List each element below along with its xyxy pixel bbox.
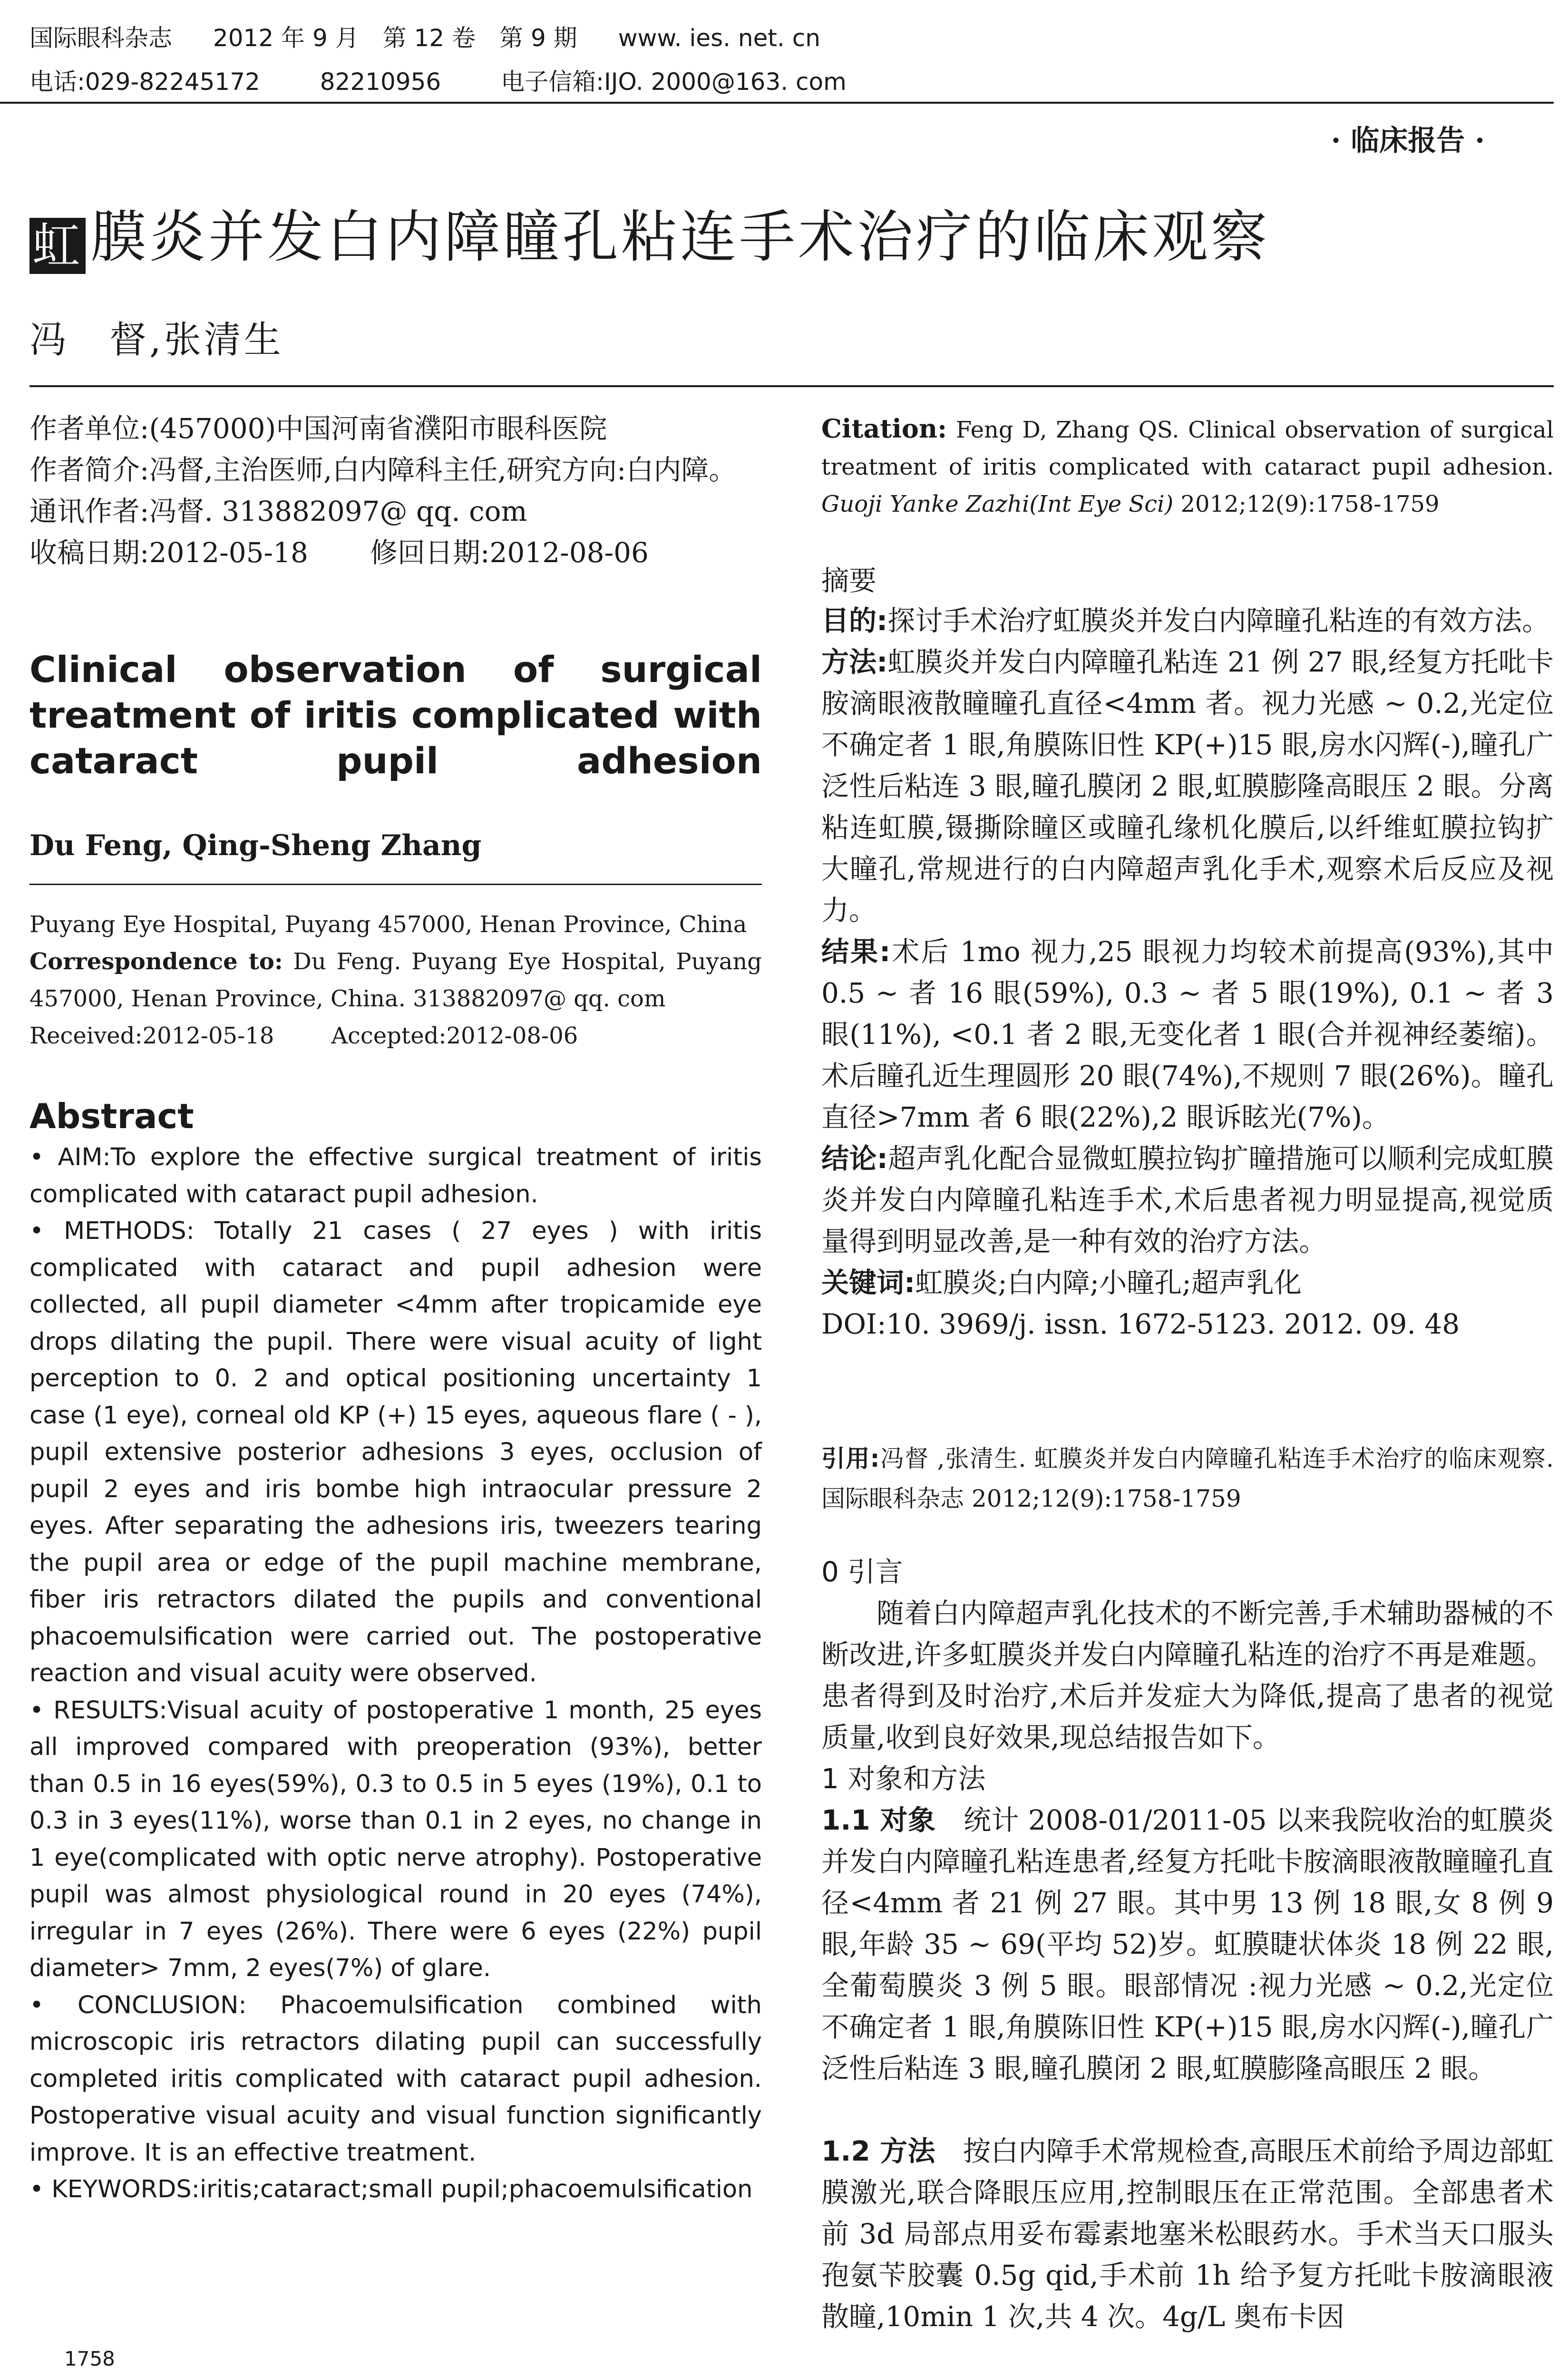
results-label-cn: 结果: xyxy=(821,935,891,968)
results-text-cn: 术后 1mo 视力,25 眼视力均较术前提高(93%),其中 0.5 ~ 者 16 眼(59%), 0.3 ~ 者 5 眼(19%), 0.1 ~ 者 3 眼(11%), <0.1 者 2 眼,无变化者 1 眼(合并视神经萎缩)。术后瞳孔近生理圆形 20 眼(74%),不规则 7 眼(26%)。瞳孔直径>7mm 者 6 眼(22%),2 眼诉眩光(7%)。 xyxy=(821,935,1554,1133)
page-number: 1758 xyxy=(64,2347,115,2370)
procedure-text: 按白内障手术常规检查,高眼压术前给予周边部虹膜激光,联合降眼压应用,控制眼压在正常范围。全部患者术前 3d 局部点用妥布霉素地塞米松眼药水。手术当天口服头孢氨苄胶囊 0.5g qid,手术前 1h 给予复方托吡卡胺滴眼液散瞳,10min 1 次,共 4 次。4g/L 奥布卡因 xyxy=(821,2135,1554,2333)
subjects-text: 统计 2008-01/2011-05 以来我院收治的虹膜炎并发白内障瞳孔粘连患者,经复方托吡卡胺滴眼液散瞳瞳孔直径<4mm 者 21 例 27 眼。其中男 13 例 18 眼,女 8 例 9 眼,年龄 35 ~ 69(平均 52)岁。虹膜睫状体炎 18 例 22 眼,全葡萄膜炎 3 例 5 眼。眼部情况 :视力光感 ~ 0.2,光定位不确定者 1 眼,角膜陈旧性 KP(+)15 眼,房水闪辉(-),瞳孔广泛性后粘连 3 眼,瞳孔膜闭 2 眼,虹膜膨隆高眼压 2 眼。 xyxy=(821,1804,1554,2085)
intro-heading: 0 引言 xyxy=(821,1556,903,1588)
procedure-label: 1.2 方法 xyxy=(821,2135,935,2167)
header-rule xyxy=(0,102,1554,104)
issue-info: 2012 年 9 月 第 12 卷 第 9 期 xyxy=(213,24,577,52)
journal-website: www. ies. net. cn xyxy=(618,24,820,52)
aim-label-cn: 目的: xyxy=(821,604,888,637)
received-cn: 收稿日期:2012-05-18 xyxy=(29,536,308,569)
journal-email: 电子信箱:IJO. 2000@163. com xyxy=(501,68,847,96)
methods-heading: 1 对象和方法 xyxy=(821,1763,986,1795)
abstract-methods-cn xyxy=(821,642,1554,931)
citation-cn xyxy=(821,1439,1554,1519)
abstract-keywords-en: • KEYWORDS:iritis;cataract;small pupil;phacoemulsification xyxy=(29,2175,753,2203)
methods-label-cn: 方法: xyxy=(821,646,888,678)
citation-text: Feng D, Zhang QS. Clinical observation of surgical treatment of iritis complicated with cataract pupil adhesion. xyxy=(821,417,1554,480)
authors-rule xyxy=(29,884,762,885)
conclusion-text-cn: 超声乳化配合显微虹膜拉钩扩瞳措施可以顺利完成虹膜炎并发白内障瞳孔粘连手术,术后患者视力明显提高,视觉质量得到明显改善,是一种有效的治疗方法。 xyxy=(821,1142,1554,1257)
abstract-heading-en: Abstract xyxy=(29,1096,194,1136)
title-rest: 膜炎并发白内障瞳孔粘连手术治疗的临床观察 xyxy=(90,204,1270,270)
abstract-cn xyxy=(821,600,1554,1345)
doi: DOI:10. 3969/j. issn. 1672-5123. 2012. 09. 48 xyxy=(821,1308,1460,1340)
abstract-en xyxy=(29,1139,762,2208)
citation-journal: Guoji Yanke Zazhi(Int Eye Sci) xyxy=(821,491,1174,517)
journal-name: 国际眼科杂志 xyxy=(29,24,172,52)
citation-ref: 2012;12(9):1758-1759 xyxy=(1173,491,1440,517)
section-label: · 临床报告 · xyxy=(1331,124,1485,157)
correspondence-en xyxy=(29,943,762,1017)
conclusion-label-cn: 结论: xyxy=(821,1142,888,1175)
dates-en xyxy=(29,1017,762,1054)
accepted-en: Accepted:2012-08-06 xyxy=(331,1023,578,1049)
keywords-label-cn: 关键词: xyxy=(821,1266,915,1299)
abstract-aim-cn xyxy=(821,600,1554,642)
abstract-conclusion-cn xyxy=(821,1138,1554,1262)
abstract-heading-cn: 摘要 xyxy=(821,565,877,597)
cite-cn-text: 冯督 ,张清生. 虹膜炎并发白内障瞳孔粘连手术治疗的临床观察. 国际眼科杂志 2012;12(9):1758-1759 xyxy=(821,1445,1554,1512)
abstract-aim-en: • AIM:To explore the effective surgical treatment of iritis complicated with cataract pupil adhesion. xyxy=(29,1143,762,1208)
received-en: Received:2012-05-18 xyxy=(29,1023,274,1049)
journal-phone: 电话:029-82245172 xyxy=(29,68,260,96)
citation-en xyxy=(821,410,1554,523)
dates-cn xyxy=(29,532,762,574)
affiliation-block-en xyxy=(29,906,762,1054)
author-info-cn xyxy=(29,408,762,574)
page-title-cn xyxy=(29,204,1270,274)
keywords-text-cn: 虹膜炎;白内障;小瞳孔;超声乳化 xyxy=(915,1266,1302,1299)
title-en: Clinical observation of surgical treatment of iritis complicated with cataract pupil adhesion xyxy=(29,648,762,782)
keywords-cn xyxy=(821,1262,1554,1304)
methods-subjects xyxy=(821,1800,1554,2089)
title-rule xyxy=(29,385,1554,387)
authors-en: Du Feng, Qing-Sheng Zhang xyxy=(29,829,482,862)
author-bio: 作者简介:冯督,主治医师,白内障科主任,研究方向:白内障。 xyxy=(29,454,737,486)
corresponding-author: 通讯作者:冯督. 313882097@ qq. com xyxy=(29,495,527,527)
methods-procedure xyxy=(821,2131,1554,2338)
title-first-char: 虹 xyxy=(29,218,86,274)
abstract-results-cn xyxy=(821,931,1554,1138)
cite-cn-label: 引用: xyxy=(821,1445,880,1472)
correspondence-label: Correspondence to: xyxy=(29,948,283,975)
affiliation-en: Puyang Eye Hospital, Puyang 457000, Henan Province, China xyxy=(29,911,747,938)
author-unit: 作者单位:(457000)中国河南省濮阳市眼科医院 xyxy=(29,412,607,445)
aim-text-cn: 探讨手术治疗虹膜炎并发白内障瞳孔粘连的有效方法。 xyxy=(887,604,1550,637)
abstract-methods-en: • METHODS: Totally 21 cases ( 27 eyes ) with iritis complicated with cataract and pupil adhesion were collected, all pupil diameter <4mm after tropicamide eye drops dilating the pupil. There were visual acuity of light perception to 0. 2 and optical positioning uncertainty 1 case (1 eye), corneal old KP (+) 15 eyes, aqueous flare ( - ), pupil extensive posterior adhesions 3 eyes, occlusion of pupil 2 eyes and iris bombe high intraocular pressure 2 eyes. After separating the adhesions iris, tweezers tearing the pupil area or edge of the pupil machine membrane, fiber iris retractors dilated the pupils and conventional phacoemulsification were carried out. The postoperative reaction and visual acuity were observed. xyxy=(29,1217,762,1687)
running-header-line1 xyxy=(29,21,820,55)
subjects-label: 1.1 对象 xyxy=(821,1804,936,1836)
authors-cn: 冯 督,张清生 xyxy=(29,319,284,361)
journal-phone2: 82210956 xyxy=(320,68,441,96)
correspondence-text: Du Feng. Puyang Eye Hospital, Puyang 457000, Henan Province, China. 313882097@ qq. com xyxy=(29,948,762,1012)
running-header-line2 xyxy=(29,65,847,99)
intro-text: 随着白内障超声乳化技术的不断完善,手术辅助器械的不断改进,许多虹膜炎并发白内障瞳孔粘连的治疗不再是难题。患者得到及时治疗,术后并发症大为降低,提高了患者的视觉质量,收到良好效果,现总结报告如下。 xyxy=(821,1597,1554,1754)
citation-label: Citation: xyxy=(821,413,947,444)
abstract-conclusion-en: • CONCLUSION: Phacoemulsification combined with microscopic iris retractors dilating pupil can successfully completed iritis complicated with cataract pupil adhesion. Postoperative visual acuity and visual function significantly improve. It is an effective treatment. xyxy=(29,1991,762,2167)
abstract-results-en: • RESULTS:Visual acuity of postoperative 1 month, 25 eyes all improved compared with preoperation (93%), better than 0.5 in 16 eyes(59%), 0.3 to 0.5 in 5 eyes (19%), 0.1 to 0.3 in 3 eyes(11%), worse than 0.1 in 2 eyes, no change in 1 eye(complicated with optic nerve atrophy). Postoperative pupil was almost physiological round in 20 eyes (74%), irregular in 7 eyes (26%). There were 6 eyes (22%) pupil diameter> 7mm, 2 eyes(7%) of glare. xyxy=(29,1696,762,1982)
revised-cn: 修回日期:2012-08-06 xyxy=(370,536,649,569)
methods-text-cn: 虹膜炎并发白内障瞳孔粘连 21 例 27 眼,经复方托吡卡胺滴眼液散瞳瞳孔直径<4mm 者。视力光感 ~ 0.2,光定位不确定者 1 眼,角膜陈旧性 KP(+)15 眼,房水闪辉(-),瞳孔广泛性后粘连 3 眼,瞳孔膜闭 2 眼,虹膜膨隆高眼压 2 眼。分离粘连虹膜,镊撕除瞳区或瞳孔缘机化膜后,以纤维虹膜拉钩扩大瞳孔,常规进行的白内障超声乳化手术,观察术后反应及视力。 xyxy=(821,646,1554,926)
